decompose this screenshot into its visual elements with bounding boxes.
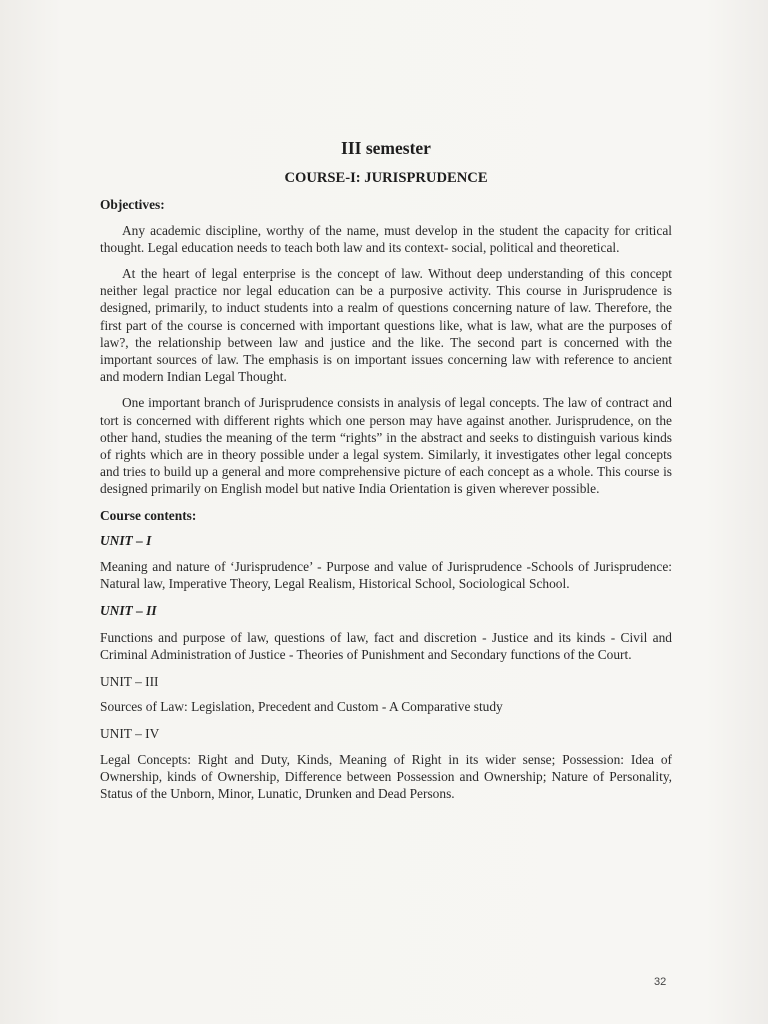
course-contents-heading: Course contents:	[100, 507, 197, 523]
unit-4-body: Legal Concepts: Right and Duty, Kinds, Meaning of Right in its wider sense; Possession: Idea of Ownership, kinds of Ownership, Difference between Possession and Ownership; Nature of Personality, Status of the Unborn, Minor, Lunatic, Drunken and Dead Persons.	[100, 751, 672, 802]
objectives-heading: Objectives:	[100, 197, 165, 213]
unit-4-title: UNIT – IV	[100, 726, 160, 742]
unit-1-title: UNIT – I	[100, 532, 152, 548]
unit-3-title: UNIT – III	[100, 674, 159, 690]
unit-2-body: Functions and purpose of law, questions of law, fact and discretion - Justice and its kinds - Civil and Criminal Administration of Justice - Theories of Punishment and Secondary functions of the Court.	[100, 629, 672, 662]
unit-2-title: UNIT – II	[100, 603, 157, 619]
unit-3-body: Sources of Law: Legislation, Precedent and Custom - A Comparative study	[100, 699, 503, 715]
course-title: COURSE-I: JURISPRUDENCE	[284, 170, 488, 187]
unit-1-body: Meaning and nature of ‘Jurisprudence’ - Purpose and value of Jurisprudence -Schools of Jurisprudence: Natural law, Imperative Theory, Legal Realism, Historical School, Sociological School.	[100, 559, 672, 592]
semester-title: III semester	[341, 138, 431, 158]
objectives-paragraph-3: One important branch of Jurisprudence consists in analysis of legal concepts. The law of contract and tort is concerned with different rights which one person may have against another. Jurisprudence, on the other hand, studies the meaning of the term “rights” in the abstract and seeks to distinguish various kinds of rights which are in theory possible under a legal system. Similarly, it investigates other legal concepts and tries to build up a general and more comprehensive picture of each concept as a whole. This course is designed primarily on English model but native India Orientation is given wherever possible.	[100, 395, 672, 497]
objectives-paragraph-2: At the heart of legal enterprise is the concept of law. Without deep understanding of this concept neither legal practice nor legal education can be a purposive activity. This course in Jurisprudence is designed, primarily, to induct students into a realm of questions concerning nature of law. Therefore, the first part of the course is concerned with important questions like, what is law, what are the purposes of law?, the relationship between law and justice and the like. The second part is concerned with the important sources of law. The emphasis is on important issues concerning law with reference to ancient and modern Indian Legal Thought.	[100, 266, 672, 385]
objectives-paragraph-1: Any academic discipline, worthy of the name, must develop in the student the capacity for critical thought. Legal education needs to teach both law and its context- social, political and theoretical.	[100, 222, 672, 255]
page-number: 32	[654, 976, 667, 988]
page-content	[100, 140, 672, 812]
